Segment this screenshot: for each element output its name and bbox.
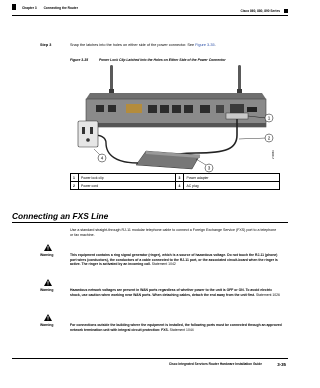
chapter-title: Connecting the Router [43, 6, 78, 10]
section-rule [12, 222, 288, 223]
warning-body: This equipment contains a ring signal generator (ringer), which is a source of hazardous voltage. Do not touch the RJ-11 (phone) port wires (conductors), the conductors of a cable connected to the RJ-11 port, or the associated circuit-board when the ringer is active. The ringer is activated by an incoming call. [70, 253, 278, 267]
callout-number: 1 [71, 174, 79, 182]
callout-4-label: 4 [100, 155, 104, 161]
warning-body: Hazardous network voltages are present in WAN ports regardless of whether power to the unit is OFF or ON. To avoid electric shock, use caution when working near WAN ports. When detaching cables, detach the end away from the unit first. [70, 288, 273, 297]
table-row [71, 182, 280, 190]
step-text-before: Snap the latches into the holes on either side of the power connector. See [70, 43, 196, 47]
warning-statement: Statement 1042 [150, 262, 176, 267]
step-label: Step 3 [40, 43, 52, 47]
step-text-after: . [214, 43, 216, 47]
header-rule [12, 15, 288, 16]
callout-1 [265, 114, 273, 122]
callout-description: AC plug [184, 182, 280, 190]
warning-icon [44, 279, 52, 286]
header-marker-left [12, 4, 16, 10]
figure-caption-text: Power Lock Clip Latched Into the Holes on Either Side of the Power Connector [99, 58, 226, 62]
warning-icon [44, 314, 52, 321]
warning-label: Warning [40, 323, 54, 327]
section-title: Connecting an FXS Line [12, 211, 109, 221]
antenna-right [237, 65, 242, 94]
series-header: Cisco 860, 880, 890 Series [240, 9, 280, 13]
power-connector [230, 104, 244, 114]
page-number: 3-35 [277, 362, 286, 367]
router-illustration [76, 63, 276, 181]
antenna-left [109, 65, 114, 94]
chapter-header [22, 6, 78, 10]
warning-text [70, 253, 282, 267]
warning-statement: Statement 1026 [255, 292, 280, 297]
footer-rule [12, 358, 288, 359]
warning-icon [44, 244, 52, 251]
figure-number: Figure 3-35 [70, 58, 89, 62]
router-figure [76, 63, 276, 181]
callout-description: Power adapter [184, 174, 280, 182]
callout-description: Power lock clip [79, 174, 176, 182]
router-body [86, 93, 266, 127]
figure-id: 273663 [272, 150, 275, 159]
callout-3-label: 3 [207, 165, 211, 171]
section-body: Use a standard straight-through RJ-11 modular telephone cable to connect a Foreign Exchange Service (FXS) port to a telephone or fax machine. [70, 228, 277, 238]
step-text [70, 43, 216, 47]
header-marker-right [284, 9, 288, 13]
warning-label: Warning [40, 253, 54, 257]
callout-1-label: 1 [267, 115, 271, 121]
callout-table [70, 173, 280, 190]
warning-text [70, 323, 282, 332]
callout-description: Power cord [79, 182, 176, 190]
callout-3 [205, 164, 213, 172]
callout-2 [265, 134, 273, 142]
figure-link[interactable]: Figure 3-35 [195, 43, 215, 47]
warning-label: Warning [40, 288, 54, 292]
footer-title: Cisco Integrated Services Router Hardware Installation Guide [168, 362, 262, 366]
table-row [71, 174, 280, 182]
callout-2-label: 2 [267, 135, 271, 141]
callout-number: 4 [176, 182, 184, 190]
warning-text [70, 288, 282, 297]
figure-caption [70, 58, 226, 62]
chapter-number: Chapter 3 [22, 6, 37, 10]
warning-statement: Statement 1044 [168, 327, 194, 332]
callout-4 [98, 154, 106, 162]
callout-number: 2 [71, 182, 79, 190]
warning-body: For connections outside the building where the equipment is installed, the following ports must be connected through an approved network termination unit with integral circuit protection: FXS. [70, 323, 282, 332]
ac-plug [78, 121, 98, 147]
callout-number: 3 [176, 174, 184, 182]
